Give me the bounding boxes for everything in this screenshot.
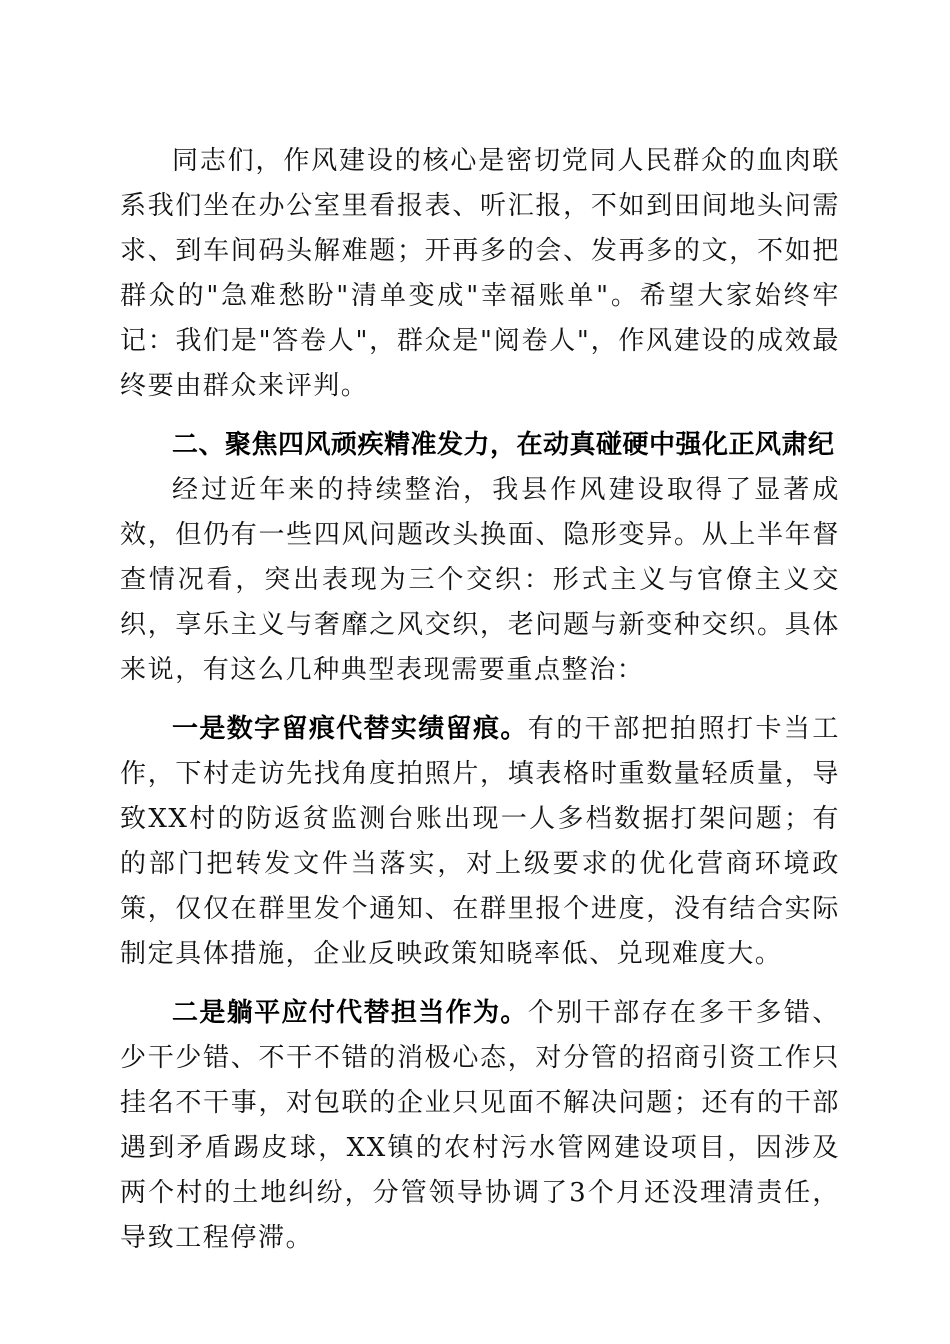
point-2-lead: 二是躺平应付代替担当作为。	[172, 998, 528, 1028]
point-1-lead: 一是数字留痕代替实绩留痕。	[172, 714, 528, 744]
paragraph-point-1	[120, 707, 840, 977]
document-body	[120, 139, 840, 1261]
paragraph-work-style-core: 同志们，作风建设的核心是密切党同人民群众的血肉联系我们坐在办公室里看报表、听汇报，不如到田间地头问需求、到车间码头解难题；开再多的会、发再多的文，不如把群众的"急难愁盼"清单变成"幸福账单"。希望大家始终牢记：我们是"答卷人"，群众是"阅卷人"，作风建设的成效最终要由群众来评判。	[120, 146, 840, 401]
point-2-body: 个别干部存在多干多错、少干少错、不干不错的消极心态，对分管的招商引资工作只挂名不干事，对包联的企业只见面不解决问题；还有的干部遇到矛盾踢皮球，XX镇的农村污水管网建设项目，因涉及两个村的土地纠纷，分管领导协调了3个月还没理清责任，导致工程停滞。	[120, 998, 840, 1253]
paragraph-inspection-findings: 经过近年来的持续整治，我县作风建设取得了显著成效，但仍有一些四风问题改头换面、隐形变异。从上半年督查情况看，突出表现为三个交织：形式主义与官僚主义交织，享乐主义与奢靡之风交织，老问题与新变种交织。具体来说，有这么几种典型表现需要重点整治：	[120, 475, 840, 685]
paragraph-point-2	[120, 991, 840, 1261]
section-heading-2: 二、聚焦四风顽疾精准发力，在动真碰硬中强化正风肃纪	[172, 430, 835, 460]
point-1-body: 有的干部把拍照打卡当工作，下村走访先找角度拍照片，填表格时重数量轻质量，导致XX村的防返贫监测台账出现一人多档数据打架问题；有的部门把转发文件当落实，对上级要求的优化营商环境政策，仅仅在群里发个通知、在群里报个进度，没有结合实际制定具体措施，企业反映政策知晓率低、兑现难度大。	[120, 714, 840, 969]
